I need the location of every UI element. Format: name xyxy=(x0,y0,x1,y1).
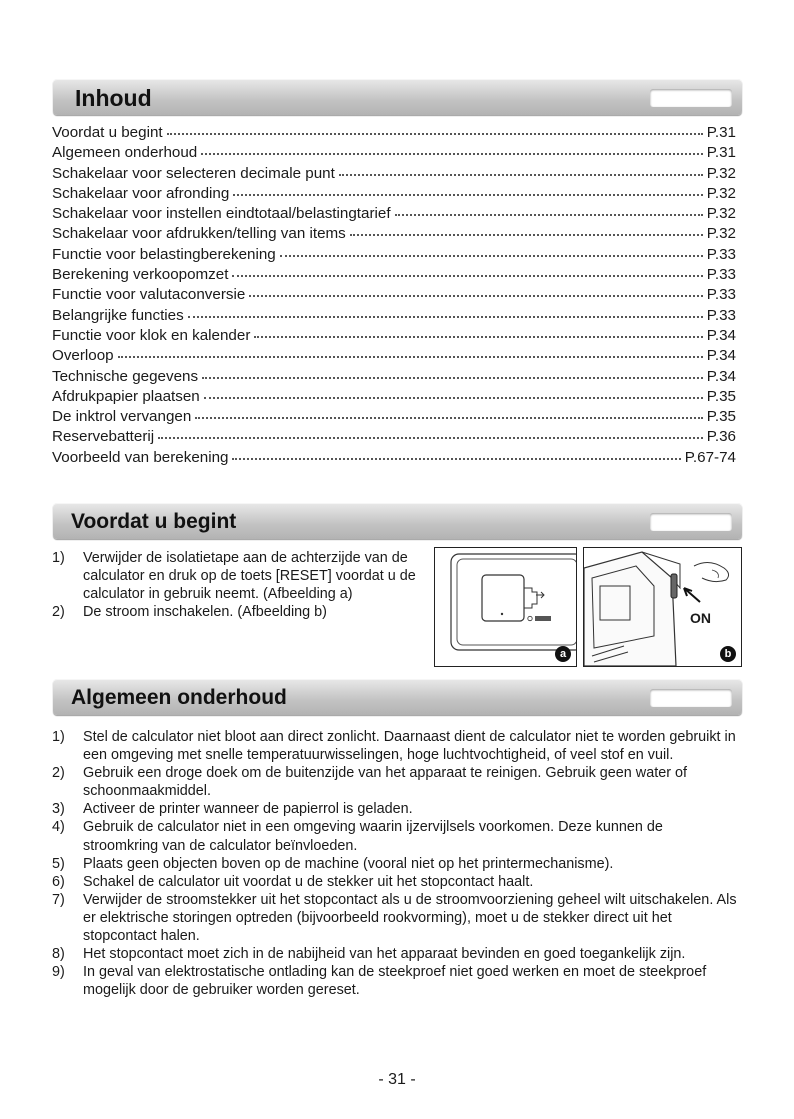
step-item xyxy=(52,963,742,999)
table-of-contents xyxy=(52,124,736,469)
toc-entry-page: P.35 xyxy=(706,408,736,426)
step-number: 1) xyxy=(52,729,65,745)
section-header-contents xyxy=(53,79,742,115)
toc-entry-page: P.32 xyxy=(706,164,736,182)
power-switch-illustration xyxy=(584,548,741,666)
step-number: 8) xyxy=(52,946,65,963)
toc-entry xyxy=(52,185,736,205)
toc-entry xyxy=(52,286,736,306)
step-item xyxy=(52,891,742,945)
toc-entry xyxy=(52,327,736,347)
toc-entry-page: P.31 xyxy=(706,124,736,141)
toc-entry-label: Berekening verkoopomzet xyxy=(52,266,229,284)
toc-entry-label: De inktrol vervangen xyxy=(52,408,192,426)
toc-entry xyxy=(52,205,736,225)
toc-entry xyxy=(52,165,736,185)
toc-leader-dots xyxy=(167,133,703,135)
toc-leader-dots xyxy=(339,174,703,176)
toc-entry-label: Schakelaar voor afdrukken/telling van items xyxy=(52,225,346,243)
step-number: 3) xyxy=(52,801,65,818)
toc-leader-dots xyxy=(204,397,703,399)
toc-entry xyxy=(52,347,736,367)
toc-entry-page: P.34 xyxy=(706,347,736,365)
section-header-before xyxy=(53,503,742,539)
toc-leader-dots xyxy=(118,356,703,358)
toc-entry-page: P.31 xyxy=(706,144,736,162)
toc-entry xyxy=(52,449,736,469)
step-item xyxy=(52,728,742,764)
step-item xyxy=(52,549,424,603)
toc-entry xyxy=(52,408,736,428)
toc-leader-dots xyxy=(232,458,680,460)
figure-a-badge: a xyxy=(555,646,571,662)
toc-entry-page: P.33 xyxy=(706,245,736,263)
toc-entry-label: Functie voor klok en kalender xyxy=(52,326,251,344)
step-number: 7) xyxy=(52,891,65,908)
toc-entry-page: P.32 xyxy=(706,205,736,223)
figure-b xyxy=(583,547,742,667)
toc-entry xyxy=(52,246,736,266)
toc-entry-page: P.67-74 xyxy=(684,448,736,466)
toc-entry-label: Reservebatterij xyxy=(52,428,155,446)
toc-leader-dots xyxy=(395,214,703,216)
toc-entry xyxy=(52,225,736,245)
step-text: Activeer de printer wanneer de papierrol is geladen. xyxy=(83,801,413,818)
step-item xyxy=(52,800,742,818)
toc-entry-page: P.36 xyxy=(706,428,736,446)
toc-leader-dots xyxy=(232,275,702,277)
step-text: In geval van elektrostatische ontlading kan de steekproef niet goed werken en moet de steekproef mogelijk door de gebruiker worden gereset. xyxy=(83,964,707,999)
section-title-maintenance: Algemeen onderhoud xyxy=(71,686,287,709)
section-tab-box xyxy=(650,513,732,531)
step-item xyxy=(52,855,742,873)
toc-entry-label: Schakelaar voor afronding xyxy=(52,184,230,202)
toc-leader-dots xyxy=(249,295,702,297)
step-item xyxy=(52,764,742,800)
section-header-maintenance xyxy=(53,679,742,715)
toc-leader-dots xyxy=(188,316,703,318)
toc-entry xyxy=(52,388,736,408)
step-text: Schakel de calculator uit voordat u de stekker uit het stopcontact haalt. xyxy=(83,873,534,890)
step-number: 5) xyxy=(52,855,65,872)
step-number: 4) xyxy=(52,819,65,836)
step-item xyxy=(52,945,742,963)
toc-entry-label: Overloop xyxy=(52,347,114,365)
step-text: Gebruik de calculator niet in een omgeving waarin ijzervijlsels voorkomen. Deze kunnen de stroomkring van de calculator beïnvloeden. xyxy=(83,819,663,854)
toc-entry-label: Voordat u begint xyxy=(52,124,163,141)
toc-entry-page: P.33 xyxy=(706,306,736,324)
step-number: 2) xyxy=(52,765,65,782)
figure-a xyxy=(434,547,577,667)
step-text: Plaats geen objecten boven op de machine (vooral niet op het printermechanisme). xyxy=(83,855,614,872)
toc-entry xyxy=(52,266,736,286)
section-tab-box xyxy=(650,689,732,707)
toc-entry-label: Functie voor valutaconversie xyxy=(52,286,246,304)
toc-leader-dots xyxy=(195,417,702,419)
calculator-back-illustration xyxy=(435,548,576,666)
step-number: 1) xyxy=(52,550,65,566)
toc-entry-page: P.33 xyxy=(706,266,736,284)
toc-leader-dots xyxy=(202,377,703,379)
toc-leader-dots xyxy=(233,194,702,196)
step-text: Het stopcontact moet zich in de nabijheid van het apparaat bevinden en goed toegankelijk zijn. xyxy=(83,946,686,963)
page-number: - 31 - xyxy=(378,1071,416,1088)
toc-entry-label: Technische gegevens xyxy=(52,367,199,385)
toc-entry-label: Voorbeeld van berekening xyxy=(52,448,229,466)
toc-entry-page: P.33 xyxy=(706,286,736,304)
figure-b-badge: b xyxy=(720,646,736,662)
before-steps-list xyxy=(52,549,424,621)
toc-entry-label: Belangrijke functies xyxy=(52,306,184,324)
step-text: Verwijder de isolatietape aan de achterzijde van de calculator en druk op de toets [RESET] voordat u de calculator in gebruik neemt. (Afbeelding a) xyxy=(83,550,416,603)
toc-leader-dots xyxy=(201,153,702,155)
toc-entry-page: P.32 xyxy=(706,184,736,202)
step-item xyxy=(52,818,742,854)
on-label: ON xyxy=(690,610,711,626)
toc-entry-page: P.32 xyxy=(706,225,736,243)
toc-entry-label: Schakelaar voor instellen eindtotaal/belastingtarief xyxy=(52,205,391,223)
toc-entry-label: Functie voor belastingberekening xyxy=(52,245,276,263)
toc-entry-label: Algemeen onderhoud xyxy=(52,144,198,162)
toc-entry xyxy=(52,368,736,388)
step-number: 6) xyxy=(52,873,65,890)
maintenance-steps-list xyxy=(52,728,742,999)
step-text: Gebruik een droge doek om de buitenzijde van het apparaat te reinigen. Gebruik geen water of schoonmaakmiddel. xyxy=(83,765,687,800)
toc-leader-dots xyxy=(350,234,703,236)
step-item xyxy=(52,873,742,891)
toc-entry-page: P.35 xyxy=(706,387,736,405)
step-number: 9) xyxy=(52,964,65,981)
toc-entry-label: Afdrukpapier plaatsen xyxy=(52,387,200,405)
step-text: Verwijder de stroomstekker uit het stopcontact als u de stroomvoorziening geheel wilt uitschakelen. Als er elektrische storingen optreden (bijvoorbeeld rookvorming), moet u de stekker direct uit het stopcontact halen. xyxy=(83,891,737,945)
toc-entry xyxy=(52,144,736,164)
toc-entry-page: P.34 xyxy=(706,367,736,385)
step-text: Stel de calculator niet bloot aan direct zonlicht. Daarnaast dient de calculator niet te worden gebruikt in een omgeving met snelle temperatuurwisselingen, hoge luchtvochtigheid, of veel stof en vuil. xyxy=(83,729,736,764)
step-item xyxy=(52,603,424,621)
section-title-before: Voordat u begint xyxy=(71,510,237,533)
toc-entry xyxy=(52,307,736,327)
toc-entry-page: P.34 xyxy=(706,326,736,344)
toc-leader-dots xyxy=(158,437,703,439)
step-text: De stroom inschakelen. (Afbeelding b) xyxy=(83,604,327,621)
step-number: 2) xyxy=(52,604,65,621)
toc-leader-dots xyxy=(280,255,703,257)
toc-leader-dots xyxy=(254,336,702,338)
section-title-contents: Inhoud xyxy=(75,85,152,111)
section-tab-box xyxy=(650,89,732,107)
toc-entry xyxy=(52,428,736,448)
toc-entry xyxy=(52,124,736,144)
toc-entry-label: Schakelaar voor selecteren decimale punt xyxy=(52,164,335,182)
